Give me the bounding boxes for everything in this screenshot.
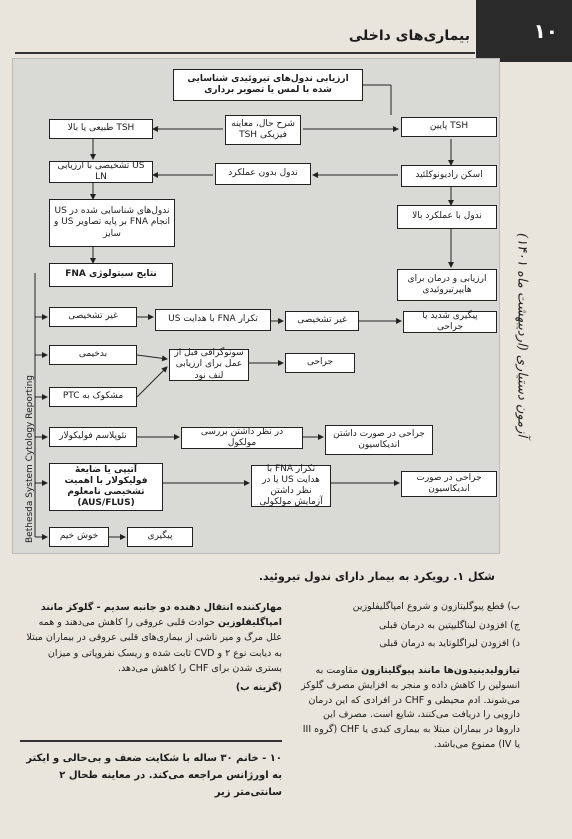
flow-surgery-cancer2-box: جراحی در صورت اندیکاسیون (401, 471, 497, 497)
flow-nondiagnostic-box: غیر تشخیصی (49, 307, 137, 327)
page-number: ۱۰ (476, 0, 572, 62)
flow-followup-surgery-box: پیگیری شدید یا جراحی (403, 311, 497, 333)
explanation-bold: تیازولیدینیدون‌ها مانند پیوگلیتازون (361, 665, 520, 677)
sglt2-text: حوادث قلبی عروقی را کاهش می‌دهند و همه علل مرگ و میر ناشی از بیماری‌های قلبی عروقی در بیماران مبتلا به دیابت نوع ۲ و CVD ثابت شده و ریسک نفروپاتی و میزان بستری شدن برای CHF را کاهش می‌دهد. (26, 617, 282, 674)
thyroid-nodule-flowchart (12, 58, 500, 554)
bethesda-label: Bethesda System Cytology Reporting (25, 375, 35, 543)
flow-atypia-box: آتیپی یا ضایعهٔ فولیکولار با اهمیت تشخیصی نامعلوم (AUS/FLUS) (49, 463, 163, 511)
flow-nonfunctional-box: ندول بدون عملکرد (215, 163, 311, 185)
flow-nondiagnostic2-box: غیر تشخیصی (285, 311, 359, 331)
flow-start-box: ارزیابی ندول‌های تیروئیدی شناسایی شده با لمس یا تصویر برداری (173, 69, 363, 101)
flow-scan-box: اسکن رادیونوکلئید (401, 165, 497, 187)
flow-hyperfunctional-box: ندول با عملکرد بالا (397, 205, 497, 229)
header-divider (15, 52, 475, 54)
flow-benign-box: خوش خیم (49, 527, 109, 547)
flow-surgery-box: جراحی (285, 353, 355, 373)
explanation-paragraph (300, 664, 520, 752)
exam-side-title: آزمون دستیاری (اردیبهشت ماه ۱۴۰۱) (514, 233, 530, 437)
sglt2-bold: مهارکننده انتقال دهنده دو جانبه سدیم - گلوکز مانند امپاگلیفلوزین (40, 602, 282, 629)
flow-surgery-cancer-box: جراحی در صورت داشتن اندیکاسیون (325, 425, 433, 455)
option-b: ب) قطع پیوگلیتازون و شروع امپاگلیفلوزین (352, 601, 520, 612)
flow-hyperthyroid-box: ارزیابی و درمان برای هایپرتیروئیدی (397, 269, 497, 301)
right-column (300, 600, 520, 756)
flow-us-fna-box: ندول‌های شناسایی شده در US انجام FNA بر پایه تصاویر US و سایز (49, 199, 175, 247)
flow-tsh-normal-box: TSH طبیعی یا بالا (49, 119, 153, 139)
flow-repeat-fna2-box: تکرار FNA با هدایت US یا در نظر داشتن آزمایش مولکولی (251, 465, 331, 507)
answer-label: (گزینه ب) (235, 681, 282, 693)
sglt2-paragraph (20, 600, 282, 676)
flow-malignant-box: بدخیمی (49, 345, 137, 365)
figure-caption: شکل ۱. رویکرد به بیمار دارای ندول تیروئید. (258, 570, 495, 583)
chapter-title: بیماری‌های داخلی (348, 28, 470, 44)
flow-fna-result-box: نتایج سیتولوژی FNA (49, 263, 173, 287)
flow-sono-pre-box: سونوگرافی قبل از عمل برای ارزیابی لنف نود (169, 349, 249, 381)
question-10: ۱۰ - خانم ۳۰ ساله با شکایت ضعف و بی‌حالی و ایکتر به اورژانس مراجعه می‌کند. در معاینه طحال ۲ سانتی‌متر زیر (26, 753, 282, 798)
option-c: ج) افزودن لیناگلیپتین به درمان قبلی (378, 619, 520, 631)
question-divider (20, 740, 282, 742)
flow-suspicious-box: مشکوک به PTC (49, 387, 137, 407)
option-d: د) افزودن لیراگلوتاید به درمان قبلی (379, 638, 520, 650)
explanation-text: مقاومت به انسولین را کاهش داده و منجر به افزایش مصرف گلوکز می‌شوند. ادم محیطی و CHF در افرادی که این درمان دارویی را دریافت می‌کنند، شایع است. مصرف این داروها در بیماران مبتلا به بیماری کبدی یا CHF (گروه III یا IV) ممنوع می‌باشد. (301, 665, 520, 750)
flow-molecular-box: در نظر داشتن بررسی مولکول (181, 427, 303, 449)
flow-us-ln-box: US تشخیصی با ارزیابی LN (49, 161, 153, 183)
flow-repeat-fna-box: تکرار FNA با هدایت US (155, 309, 271, 331)
flow-followup-box: پیگیری (127, 527, 193, 547)
flow-history-box: شرح حال، معاینه فیزیکی TSH (225, 115, 301, 145)
flow-tsh-low-box: TSH پایین (401, 117, 497, 137)
flow-follicular-box: نئوپلاسم فولیکولار (49, 427, 137, 447)
left-column (20, 600, 282, 699)
